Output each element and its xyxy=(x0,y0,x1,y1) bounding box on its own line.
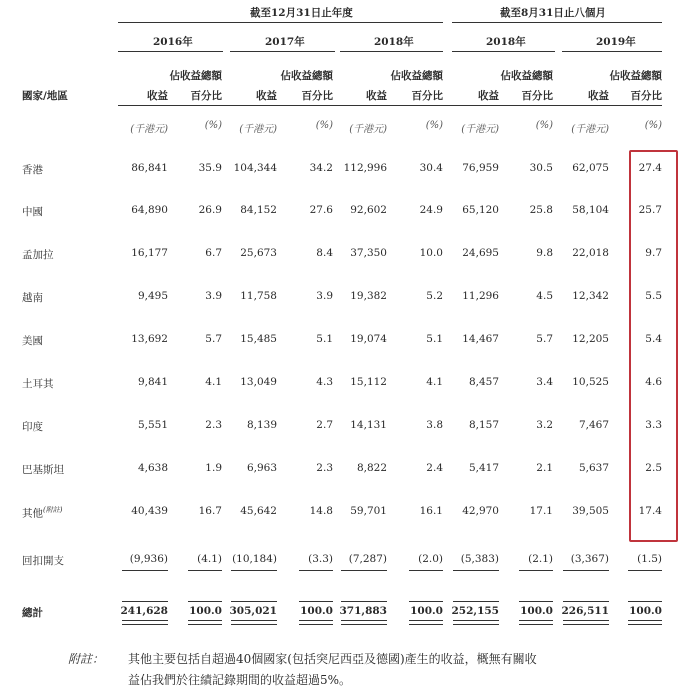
row-label: 其他$^{(附註)}$ xyxy=(22,506,63,520)
total-double-rule xyxy=(122,620,168,625)
table-cell: 5.1 xyxy=(316,333,333,345)
unit-percent-4: (%) xyxy=(535,120,553,131)
table-cell: 27.4 xyxy=(638,162,662,174)
row-label: 中國 xyxy=(22,206,43,218)
total-label: 總計 xyxy=(22,607,43,619)
table-cell: (3.3) xyxy=(308,553,333,565)
table-cell: 65,120 xyxy=(462,204,499,216)
table-cell: 16.1 xyxy=(419,505,443,517)
table-cell: 12,342 xyxy=(572,290,609,302)
unit-percent-3: (%) xyxy=(425,120,443,131)
table-cell: 10.0 xyxy=(419,247,443,259)
table-cell: (3,367) xyxy=(570,553,609,565)
row-label: 土耳其 xyxy=(22,378,54,390)
total-double-rule xyxy=(409,620,443,625)
table-cell: 6.7 xyxy=(205,247,222,259)
table-cell: 30.4 xyxy=(419,162,443,174)
row-label: 回扣開支 xyxy=(22,555,64,567)
table-cell: (2.0) xyxy=(418,553,443,565)
period-header-eight-months: 截至8月31日止八個月 xyxy=(500,7,606,19)
table-cell: 59,701 xyxy=(350,505,387,517)
year-rule-1 xyxy=(118,51,223,52)
subtotal-rule xyxy=(519,570,553,571)
table-cell: 25.8 xyxy=(529,204,553,216)
year-header-3: 2018年 xyxy=(374,36,414,48)
table-cell: (2.1) xyxy=(528,553,553,565)
table-cell: 9.7 xyxy=(645,247,662,259)
table-cell: 9,841 xyxy=(137,376,168,388)
table-cell: 3.3 xyxy=(645,419,662,431)
table-cell: 25.7 xyxy=(638,204,662,216)
table-cell: 24.9 xyxy=(419,204,443,216)
unit-percent-5: (%) xyxy=(644,120,662,131)
table-cell: 4.1 xyxy=(426,376,443,388)
total-cell: 100.0 xyxy=(410,605,443,617)
table-cell: 40,439 xyxy=(131,505,168,517)
table-cell: 8,822 xyxy=(356,462,387,474)
unit-revenue-2: (千港元) xyxy=(239,124,277,135)
subtotal-rule xyxy=(341,570,387,571)
table-cell: 2.7 xyxy=(316,419,333,431)
total-cell: 100.0 xyxy=(629,605,662,617)
table-cell: 5.1 xyxy=(426,333,443,345)
table-cell: 4.3 xyxy=(316,376,333,388)
table-cell: 5.4 xyxy=(645,333,662,345)
table-cell: (1.5) xyxy=(637,553,662,565)
total-top-rule xyxy=(519,601,553,602)
table-cell: 39,505 xyxy=(572,505,609,517)
table-cell: 2.3 xyxy=(205,419,222,431)
table-cell: 6,963 xyxy=(246,462,277,474)
table-cell: 15,485 xyxy=(240,333,277,345)
row-label: 孟加拉 xyxy=(22,249,54,261)
year-rule-4 xyxy=(452,51,555,52)
row-label-note: (附註) xyxy=(43,506,63,514)
row-label: 香港 xyxy=(22,164,43,176)
total-top-rule xyxy=(453,601,499,602)
table-cell: 24,695 xyxy=(462,247,499,259)
table-cell: 8.4 xyxy=(316,247,333,259)
period-header-fiscal: 截至12月31日止年度 xyxy=(250,7,353,19)
footnote-line-1: 其他主要包括自超過40個國家(包括突尼西亞及德國)產生的收益，概無有關收 xyxy=(128,652,537,666)
total-top-rule xyxy=(122,601,168,602)
table-cell: 4.6 xyxy=(645,376,662,388)
table-cell: 5.2 xyxy=(426,290,443,302)
total-top-rule xyxy=(341,601,387,602)
unit-revenue-4: (千港元) xyxy=(461,124,499,135)
total-cell: 100.0 xyxy=(189,605,222,617)
total-top-rule xyxy=(231,601,277,602)
table-cell: 9,495 xyxy=(137,290,168,302)
total-double-rule xyxy=(628,620,662,625)
unit-percent-2: (%) xyxy=(315,120,333,131)
row-label: 巴基斯坦 xyxy=(22,464,64,476)
total-cell: 371,883 xyxy=(339,605,387,617)
table-cell: 7,467 xyxy=(578,419,609,431)
subtotal-rule xyxy=(299,570,333,571)
year-rule-2 xyxy=(230,51,335,52)
table-cell: 84,152 xyxy=(240,204,277,216)
year-header-5: 2019年 xyxy=(596,36,636,48)
table-cell: 5.5 xyxy=(645,290,662,302)
table-cell: 11,758 xyxy=(240,290,277,302)
table-cell: 3.9 xyxy=(205,290,222,302)
revenue-header-4: 收益 xyxy=(478,90,499,102)
table-cell: 25,673 xyxy=(240,247,277,259)
table-cell: 5,551 xyxy=(137,419,168,431)
table-cell: 4.5 xyxy=(536,290,553,302)
table-cell: 5.7 xyxy=(536,333,553,345)
table-cell: 92,602 xyxy=(350,204,387,216)
year-header-1: 2016年 xyxy=(153,36,193,48)
total-double-rule xyxy=(563,620,609,625)
table-cell: (5,383) xyxy=(460,553,499,565)
total-double-rule xyxy=(519,620,553,625)
table-cell: 64,890 xyxy=(131,204,168,216)
total-double-rule xyxy=(299,620,333,625)
total-top-rule xyxy=(409,601,443,602)
table-cell: 13,692 xyxy=(131,333,168,345)
highlight-box-2019-percent xyxy=(629,150,678,542)
table-cell: 22,018 xyxy=(572,247,609,259)
revenue-header-2: 收益 xyxy=(256,90,277,102)
table-cell: 8,139 xyxy=(246,419,277,431)
table-cell: 34.2 xyxy=(309,162,333,174)
table-cell: 30.5 xyxy=(529,162,553,174)
table-cell: 76,959 xyxy=(462,162,499,174)
total-double-rule xyxy=(188,620,222,625)
share-header-line2-3: 百分比 xyxy=(411,90,443,102)
row-label: 越南 xyxy=(22,292,43,304)
total-top-rule xyxy=(563,601,609,602)
table-cell: 19,382 xyxy=(350,290,387,302)
table-cell: 86,841 xyxy=(131,162,168,174)
table-cell: 19,074 xyxy=(350,333,387,345)
table-cell: 4.1 xyxy=(205,376,222,388)
year-rule-5 xyxy=(562,51,662,52)
table-cell: 2.1 xyxy=(536,462,553,474)
table-cell: 5,417 xyxy=(468,462,499,474)
subtotal-rule xyxy=(628,570,662,571)
period-rule-fiscal xyxy=(118,22,443,23)
share-header-line2-4: 百分比 xyxy=(521,90,553,102)
subtotal-rule xyxy=(122,570,168,571)
country-region-header: 國家/地區 xyxy=(22,90,68,102)
revenue-header-5: 收益 xyxy=(588,90,609,102)
header-bottom-rule xyxy=(118,105,662,106)
total-top-rule xyxy=(188,601,222,602)
table-cell: (7,287) xyxy=(348,553,387,565)
total-double-rule xyxy=(231,620,277,625)
table-cell: (4.1) xyxy=(197,553,222,565)
unit-percent-1: (%) xyxy=(204,120,222,131)
table-cell: 14,467 xyxy=(462,333,499,345)
share-header-line1-5: 佔收益總額 xyxy=(609,70,662,82)
table-cell: 2.5 xyxy=(645,462,662,474)
total-cell: 241,628 xyxy=(120,605,168,617)
footnote-line-2: 益佔我們於往績記錄期間的收益超過5%。 xyxy=(128,673,352,687)
table-cell: 12,205 xyxy=(572,333,609,345)
table-cell: 9.8 xyxy=(536,247,553,259)
subtotal-rule xyxy=(188,570,222,571)
table-cell: 16,177 xyxy=(131,247,168,259)
share-header-line1-3: 佔收益總額 xyxy=(390,70,443,82)
table-cell: 10,525 xyxy=(572,376,609,388)
share-header-line1-2: 佔收益總額 xyxy=(280,70,333,82)
table-cell: 45,642 xyxy=(240,505,277,517)
total-double-rule xyxy=(341,620,387,625)
total-top-rule xyxy=(628,601,662,602)
total-cell: 100.0 xyxy=(300,605,333,617)
year-header-2: 2017年 xyxy=(265,36,305,48)
total-cell: 305,021 xyxy=(229,605,277,617)
table-cell: 27.6 xyxy=(309,204,333,216)
table-cell: 3.2 xyxy=(536,419,553,431)
table-cell: 37,350 xyxy=(350,247,387,259)
row-label: 美國 xyxy=(22,335,43,347)
share-header-line2-1: 百分比 xyxy=(190,90,222,102)
table-cell: 35.9 xyxy=(198,162,222,174)
table-cell: 15,112 xyxy=(350,376,387,388)
year-header-4: 2018年 xyxy=(486,36,526,48)
table-cell: 4,638 xyxy=(137,462,168,474)
year-rule-3 xyxy=(340,51,443,52)
share-header-line2-5: 百分比 xyxy=(630,90,662,102)
table-cell: 42,970 xyxy=(462,505,499,517)
table-cell: 1.9 xyxy=(205,462,222,474)
table-cell: (9,936) xyxy=(129,553,168,565)
row-label: 印度 xyxy=(22,421,43,433)
table-cell: 26.9 xyxy=(198,204,222,216)
table-cell: 17.4 xyxy=(638,505,662,517)
table-cell: 3.9 xyxy=(316,290,333,302)
table-cell: 8,457 xyxy=(468,376,499,388)
unit-revenue-3: (千港元) xyxy=(349,124,387,135)
revenue-header-3: 收益 xyxy=(366,90,387,102)
period-rule-eight-months xyxy=(452,22,662,23)
total-top-rule xyxy=(299,601,333,602)
unit-revenue-1: (千港元) xyxy=(130,124,168,135)
table-cell: 3.4 xyxy=(536,376,553,388)
table-cell: 62,075 xyxy=(572,162,609,174)
unit-revenue-5: (千港元) xyxy=(571,124,609,135)
table-cell: (10,184) xyxy=(232,553,277,565)
table-cell: 104,344 xyxy=(233,162,277,174)
table-cell: 112,996 xyxy=(343,162,387,174)
table-cell: 2.4 xyxy=(426,462,443,474)
total-cell: 252,155 xyxy=(451,605,499,617)
table-cell: 16.7 xyxy=(198,505,222,517)
share-header-line2-2: 百分比 xyxy=(301,90,333,102)
table-cell: 13,049 xyxy=(240,376,277,388)
table-cell: 17.1 xyxy=(529,505,553,517)
table-cell: 3.8 xyxy=(426,419,443,431)
footnote-label: 附註： xyxy=(68,652,105,666)
table-cell: 8,157 xyxy=(468,419,499,431)
table-cell: 5.7 xyxy=(205,333,222,345)
subtotal-rule xyxy=(409,570,443,571)
table-cell: 58,104 xyxy=(572,204,609,216)
table-cell: 14.8 xyxy=(309,505,333,517)
subtotal-rule xyxy=(453,570,499,571)
total-double-rule xyxy=(453,620,499,625)
revenue-header-1: 收益 xyxy=(147,90,168,102)
share-header-line1-4: 佔收益總額 xyxy=(500,70,553,82)
total-cell: 226,511 xyxy=(561,605,609,617)
total-cell: 100.0 xyxy=(520,605,553,617)
subtotal-rule xyxy=(231,570,277,571)
share-header-line1-1: 佔收益總額 xyxy=(169,70,222,82)
table-cell: 5,637 xyxy=(578,462,609,474)
subtotal-rule xyxy=(563,570,609,571)
table-cell: 11,296 xyxy=(462,290,499,302)
table-cell: 2.3 xyxy=(316,462,333,474)
table-cell: 14,131 xyxy=(350,419,387,431)
